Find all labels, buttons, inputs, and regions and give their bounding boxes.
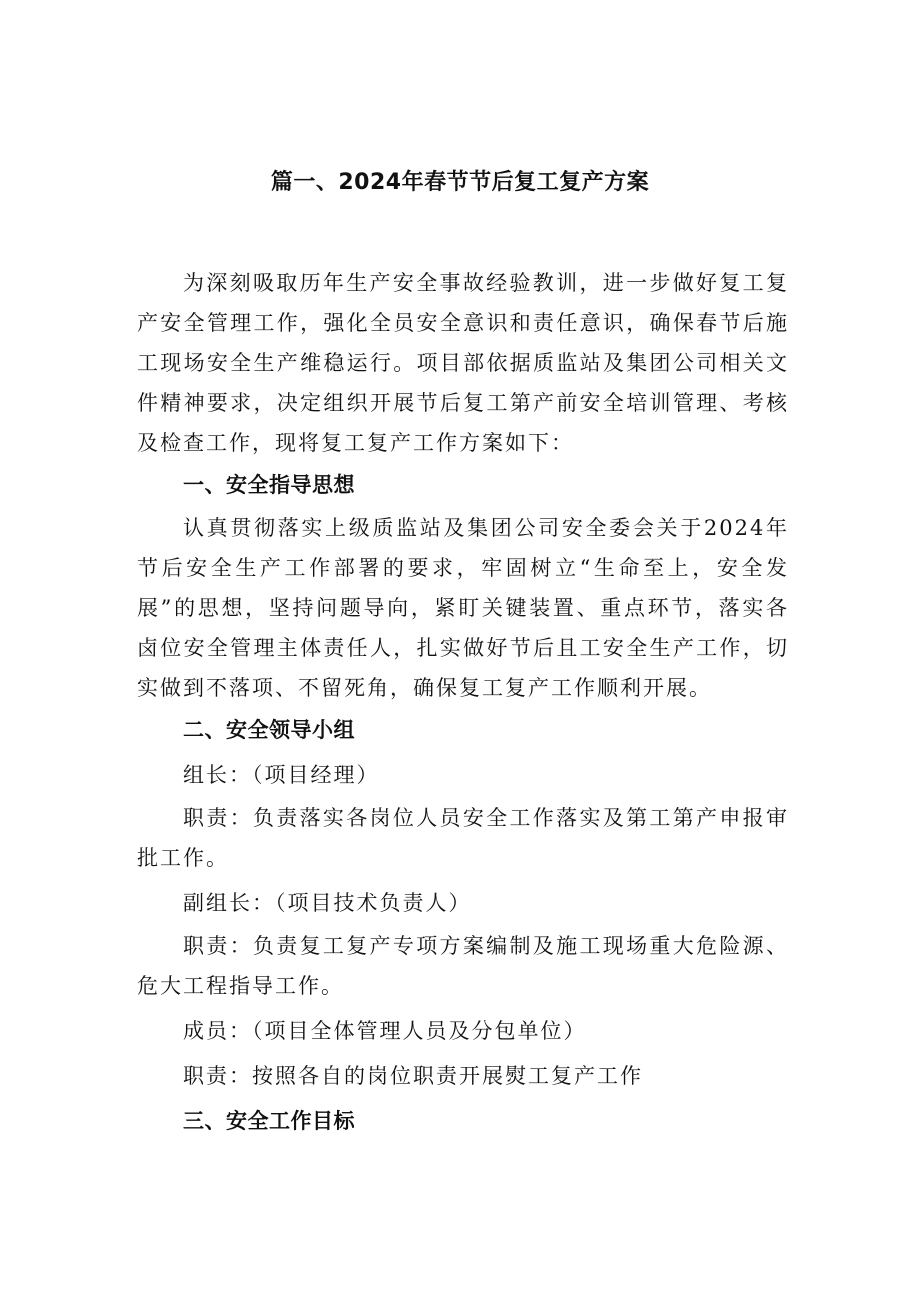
section-1-paragraph: 认真贯彻落实上级质监站及集团公司安全委会关于2024年节后安全生产工作部署的要求，牢固树立“生命至上，安全发展”的思想，坚持问题导向，紧盯关键装置、重点环节，落实各卤位安全管理主体责任人，扎实做好节后且工安全生产工作，切实做到不落项、不留死角，确保复工复产工作顺利开展。 bbox=[137, 516, 789, 700]
intro-paragraph: 为深刻吸取历年生产安全事故经验教训，进一步做好复工复产安全管理工作，强化全员安全意识和责任意识，确保春节后施工现场安全生产维稳运行。项目部依据质监站及集团公司相关文件精神要求，决定组织开展节后复工第产前安全培训管理、考核及检查工作，现将复工复产工作方案如下： bbox=[137, 271, 789, 455]
document-title: 篇一、2024年春节节后复工复产方案 bbox=[270, 170, 650, 195]
members-line: 成员：（项目全体管理人员及分包单位） bbox=[183, 1019, 587, 1043]
section-2-heading: 二、安全领导小组 bbox=[183, 718, 355, 742]
deputy-line: 副组长：（项目技术负责人） bbox=[183, 891, 472, 915]
leader-duty: 职责：负责落实各岗位人员安全工作落实及第工第产申报审批工作。 bbox=[137, 806, 789, 870]
leader-line: 组长：（项目经理） bbox=[183, 763, 380, 787]
deputy-duty: 职责：负责复工复产专项方案编制及施工现场重大危险源、危大工程指导工作。 bbox=[137, 934, 789, 998]
document-body bbox=[137, 263, 789, 1144]
members-duty: 职责：按照各自的岗位职责开展熨工复产工作 bbox=[183, 1064, 643, 1088]
section-3-heading: 三、安全工作目标 bbox=[183, 1109, 355, 1133]
section-1-heading: 一、安全指导思想 bbox=[183, 473, 355, 497]
